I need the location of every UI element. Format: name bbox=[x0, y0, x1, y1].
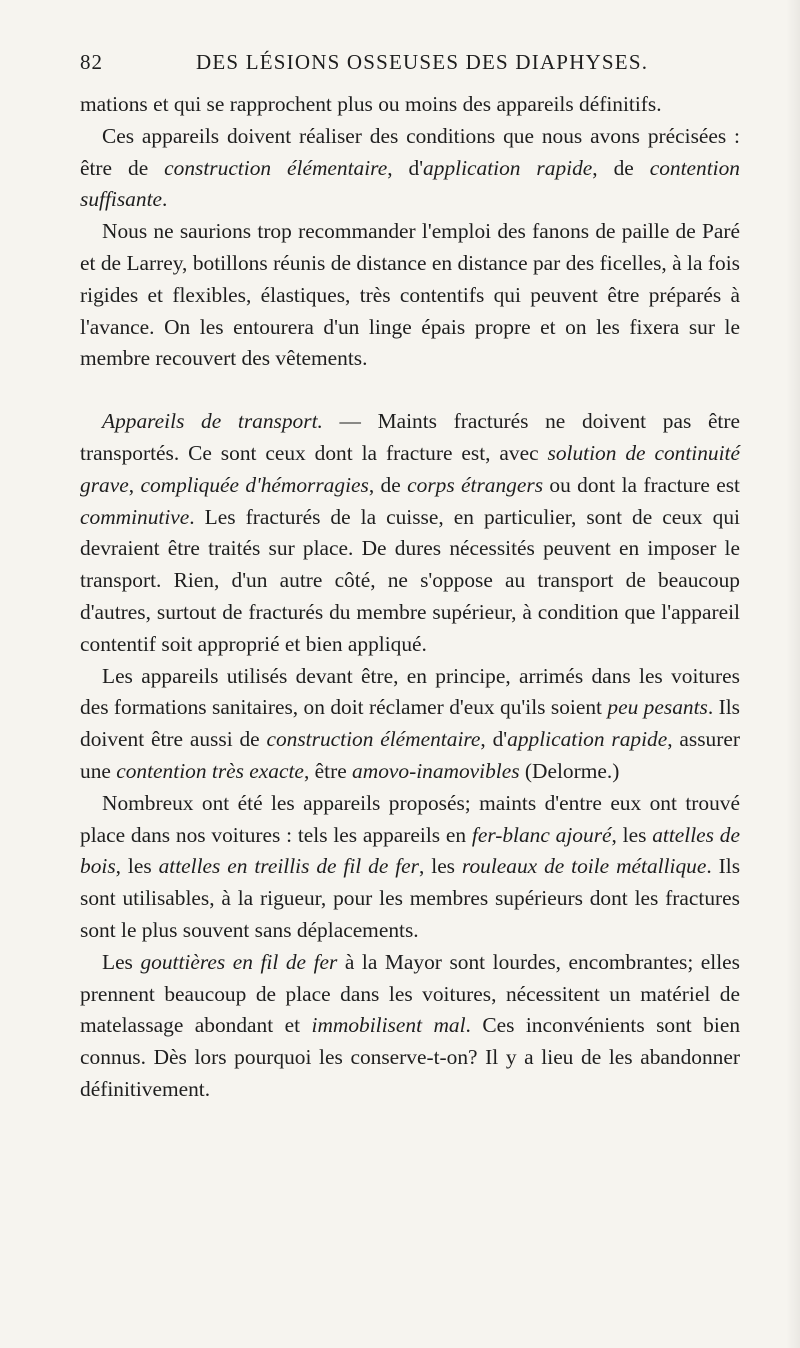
body-text bbox=[80, 89, 740, 1106]
text-run: Les bbox=[102, 949, 141, 974]
italic-phrase: fer-blanc ajouré bbox=[471, 822, 612, 847]
italic-phrase: construction élémentaire bbox=[266, 727, 481, 752]
text-run: . Les fracturés de la cuisse, en particulier, sont de ceux qui devraient être traités sur place. De dures nécessités peuvent en imposer le transport. Rien, d'un autre côté, ne s'oppose au transport de beaucoup d'autres, surtout de fracturés du membre supérieur, à condition que l'appareil contentif soit approprié et bien appliqué. bbox=[80, 504, 740, 656]
paragraph-4-appareils-de-transport bbox=[80, 406, 740, 660]
text-run: , les bbox=[115, 854, 159, 879]
paragraph-5 bbox=[80, 661, 740, 788]
paragraph-1 bbox=[80, 89, 740, 121]
text-run: . Ces inconvénients sont bien connus. Dès lors pourquoi les conserve-t-on? Il y a lieu de les abandonner définitivement. bbox=[80, 1013, 741, 1101]
text-run: , de bbox=[592, 155, 650, 180]
page-number: 82 bbox=[80, 50, 103, 74]
text-run: — Maints fracturés ne doivent pas être transportés. Ce sont ceux dont la fracture est, avec bbox=[80, 409, 740, 465]
italic-phrase: attelles en treillis de fil de fer bbox=[158, 854, 419, 879]
text-run: Nombreux ont été les appareils proposés; maints d'entre eux ont trouvé place dans nos voitures : tels les appareils en bbox=[80, 790, 740, 847]
text-run: Les appareils utilisés devant être, en principe, arrimés dans les voitures des formations sanitaires, on doit réclamer d'eux qu'ils soient bbox=[80, 663, 740, 720]
italic-phrase: contention très exacte bbox=[116, 758, 304, 783]
italic-phrase: comminutive bbox=[80, 504, 190, 529]
text-run: , assurer une bbox=[80, 727, 740, 783]
text-run: ou dont la fracture est bbox=[543, 472, 741, 497]
text-run: . bbox=[162, 187, 168, 212]
text-run: , d' bbox=[387, 155, 424, 180]
italic-phrase: compliquée d'hémorragies bbox=[140, 472, 369, 497]
page-edge-shadow bbox=[786, 0, 800, 1348]
text-run: , être bbox=[303, 758, 353, 783]
italic-phrase: construction élémentaire bbox=[164, 155, 388, 180]
text-run: , d' bbox=[480, 727, 508, 752]
text-run: . Ils doivent être aussi de bbox=[80, 695, 740, 752]
text-run: , bbox=[128, 472, 141, 497]
italic-phrase: solution de continuité grave bbox=[80, 440, 740, 497]
text-run: . Ils sont utilisables, à la rigueur, pour les membres supérieurs dont les fractures sont le plus souvent sans déplacements. bbox=[80, 854, 741, 942]
paragraph-6 bbox=[80, 788, 740, 947]
italic-phrase: rouleaux de toile métallique bbox=[461, 854, 707, 879]
italic-phrase: contention suffisante bbox=[80, 155, 740, 212]
text-run: à la Mayor sont lourdes, encombrantes; elles prennent beaucoup de place dans les voitures, nécessitent un matériel de matelassage abondant et bbox=[80, 949, 740, 1038]
paragraph-2 bbox=[80, 121, 740, 216]
italic-phrase: application rapide bbox=[507, 727, 668, 752]
text-run: , les bbox=[419, 854, 462, 879]
paragraph-3 bbox=[80, 216, 740, 375]
text-run: mations et qui se rapprochent plus ou moins des appareils définitifs. bbox=[80, 92, 662, 116]
italic-phrase: gouttières en fil de fer bbox=[140, 949, 338, 974]
text-run: Ces appareils doivent réaliser des conditions que nous avons précisées : être de bbox=[80, 123, 740, 180]
italic-phrase: corps étrangers bbox=[407, 472, 544, 497]
italic-phrase: attelles de bois bbox=[80, 822, 740, 879]
running-header bbox=[80, 44, 740, 78]
italic-phrase: amovo-inamovibles bbox=[352, 758, 520, 783]
italic-phrase: application rapide bbox=[423, 155, 593, 180]
text-run: , de bbox=[368, 472, 408, 497]
italic-phrase: peu pesants bbox=[607, 695, 708, 720]
italic-phrase: Appareils de transport. bbox=[102, 409, 323, 434]
paragraph-7 bbox=[80, 947, 740, 1106]
text-run: Nous ne saurions trop recommander l'emploi des fanons de paille de Paré et de Larrey, botillons réunis de distance en distance par des ficelles, à la fois rigides et flexibles, élastiques, très contentifs qui peuvent être préparés à l'avance. On les entourera d'un linge épais propre et on les fixera sur le membre recouvert des vêtements. bbox=[80, 219, 740, 371]
running-title: DES LÉSIONS OSSEUSES DES DIAPHYSES. bbox=[196, 50, 649, 74]
text-run: , les bbox=[611, 822, 653, 847]
italic-phrase: immobilisent mal bbox=[311, 1013, 466, 1038]
text-run: (Delorme.) bbox=[519, 758, 620, 783]
